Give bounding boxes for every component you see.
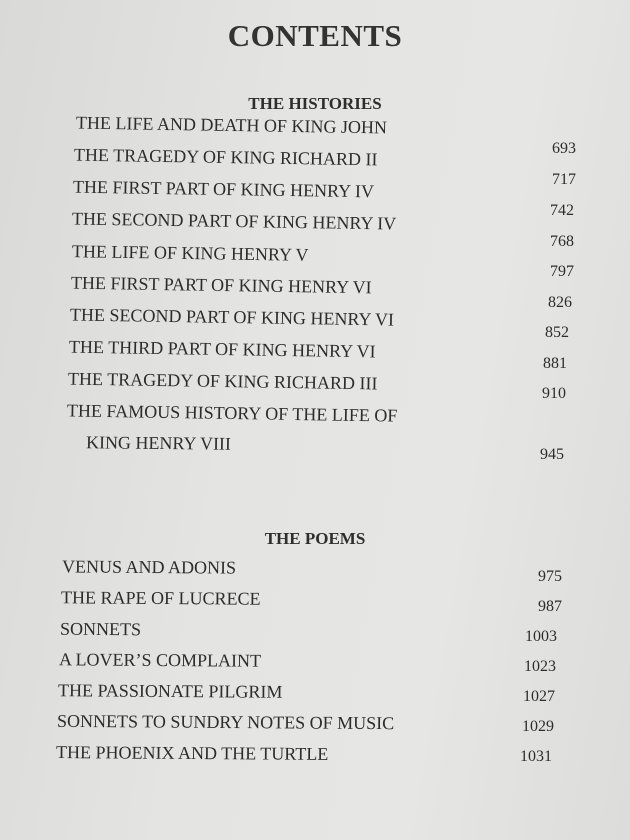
toc-entry-title: THE SECOND PART OF KING HENRY VI <box>69 304 395 330</box>
toc-entry-page: 742 <box>550 202 574 219</box>
toc-entry-page: 1003 <box>525 628 557 645</box>
toc-entry-page: 768 <box>550 233 574 250</box>
toc-entry-page: 1029 <box>522 718 554 735</box>
page-title: CONTENTS <box>227 18 403 53</box>
histories-heading: THE HISTORIES <box>248 94 382 113</box>
toc-entry-page: 987 <box>538 598 562 615</box>
toc-entry-page: 881 <box>543 355 567 372</box>
toc-entry-page: 1027 <box>523 688 555 705</box>
toc-entry-title: THE LIFE OF KING HENRY V <box>71 241 309 265</box>
toc-entry-title-continued: KING HENRY VIII <box>85 432 232 454</box>
toc-entry-title: SONNETS <box>59 618 142 640</box>
toc-entry-page: 826 <box>548 294 572 311</box>
toc-entry-title: THE LIFE AND DEATH OF KING JOHN <box>75 112 388 138</box>
toc-entry-title: THE SECOND PART OF KING HENRY IV <box>71 208 397 234</box>
toc-entry-title: THE TRAGEDY OF KING RICHARD II <box>73 144 378 170</box>
toc-entry-title: THE TRAGEDY OF KING RICHARD III <box>67 368 378 394</box>
toc-entry-title: THE FIRST PART OF KING HENRY VI <box>70 272 372 298</box>
toc-entry-title: THE FAMOUS HISTORY OF THE LIFE OF <box>66 400 398 426</box>
toc-entry-title: THE PHOENIX AND THE TURTLE <box>55 742 329 764</box>
toc-entry-page: 797 <box>550 263 574 280</box>
toc-entry-title: VENUS AND ADONIS <box>61 556 237 578</box>
toc-entry-title: THE FIRST PART OF KING HENRY IV <box>72 176 375 202</box>
toc-entry-page: 945 <box>540 446 564 463</box>
toc-entry-title: THE RAPE OF LUCRECE <box>60 587 261 609</box>
toc-entry-page: 910 <box>542 385 566 402</box>
toc-entry-page: 1023 <box>524 658 556 675</box>
toc-entry-title: THE THIRD PART OF KING HENRY VI <box>68 336 376 362</box>
toc-entry-page: 1031 <box>520 748 552 765</box>
toc-entry-title: SONNETS TO SUNDRY NOTES OF MUSIC <box>56 710 395 734</box>
toc-entry-title: A LOVER’S COMPLAINT <box>58 649 262 671</box>
toc-entry-page: 717 <box>552 171 576 188</box>
toc-entry-page: 975 <box>538 568 562 585</box>
toc-entry-page: 852 <box>545 324 569 341</box>
toc-entry-title: THE PASSIONATE PILGRIM <box>57 680 283 702</box>
toc-entry-page: 693 <box>552 140 576 157</box>
poems-heading: THE POEMS <box>264 529 366 548</box>
